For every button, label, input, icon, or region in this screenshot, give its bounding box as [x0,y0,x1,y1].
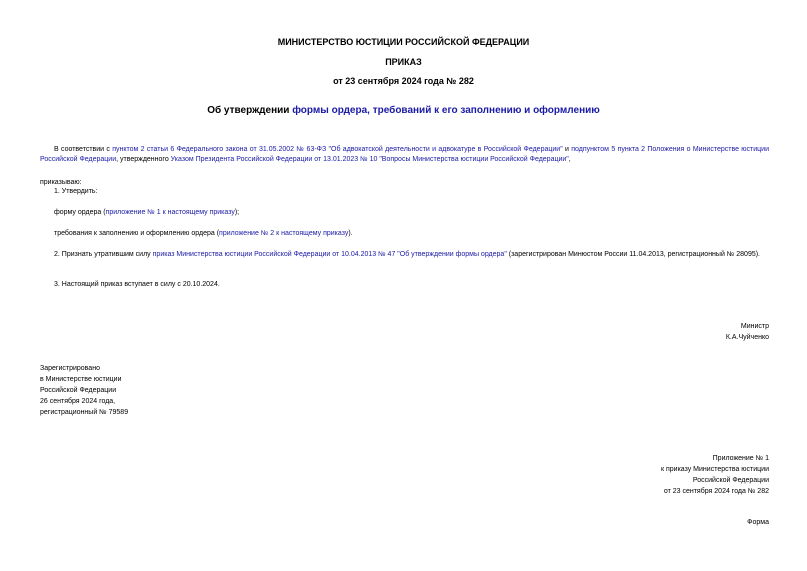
item-3: 3. Настоящий приказ вступает в силу с 20.10.2024. [54,281,220,288]
form-label: Форма [747,519,769,526]
preamble-text-3: , утвержденного [116,156,171,163]
preamble-text-4: , [568,156,571,163]
regulation-link[interactable]: подпунктом 5 пункта 2 Положения о Министерстве юстиции Российской Федерации [40,146,770,163]
title-prefix: Об утверждении [207,105,293,116]
item-1-b-text: требования к заполнению и оформлению ордера ( [54,230,220,237]
registration-line-2: в Министерстве юстиции [40,376,122,383]
appendix-line-1: Приложение № 1 [712,455,769,462]
item-1-b-end: ). [348,230,353,237]
appendix-line-3: Российской Федерации [692,477,769,484]
appendix-1-link[interactable]: приложение № 1 к настоящему приказу [105,209,235,216]
item-2-text-1: 2. Признать утратившим силу [54,251,153,258]
item-2-paragraph [40,250,769,260]
preamble-text-1: В соответствии с [54,146,113,153]
preamble-text-2: и [562,146,572,153]
orders-word: приказываю: [40,179,82,186]
registration-block [40,363,128,418]
title-link[interactable]: формы ордера, требований к его заполнению и оформлению [292,105,600,116]
doc-type-heading: ПРИКАЗ [385,57,422,67]
signature-block [726,321,769,343]
registration-line-1: Зарегистрировано [40,365,100,372]
appendix-2-link[interactable]: приложение № 2 к настоящему приказу [219,230,349,237]
appendix-line-2: к приказу Министерства юстиции [660,466,769,473]
decree-link[interactable]: Указом Президента Российской Федерации от 13.01.2023 № 10 "Вопросы Министерства юстиции Российской Федерации" [170,156,569,163]
law-link[interactable]: пунктом 2 статьи 6 Федерального закона от 31.05.2002 № 63-ФЗ "Об адвокатской деятельности и адвокатуре в Российской Федерации" [112,146,563,153]
appendix-line-4: от 23 сентября 2024 года № 282 [663,488,769,495]
registration-line-4: 26 сентября 2024 года, [40,398,116,405]
signature-position: Министр [740,323,769,330]
item-1-label: 1. Утвердить: [54,188,98,195]
registration-line-3: Российской Федерации [40,387,117,394]
item-1-b [54,229,353,239]
preamble-paragraph [40,145,769,165]
registration-line-5: регистрационный № 79589 [40,409,129,416]
item-2-text-2: (зарегистрирован Минюстом России 11.04.2013, регистрационный № 28095). [506,251,761,258]
signature-name: К.А.Чуйченко [725,334,769,341]
date-number-heading: от 23 сентября 2024 года № 282 [333,76,474,86]
repealed-order-link[interactable]: приказ Министерства юстиции Российской Федерации от 10.04.2013 № 47 "Об утверждении формы ордера" [152,251,507,258]
document-title [0,104,807,117]
ministry-heading: МИНИСТЕРСТВО ЮСТИЦИИ РОССИЙСКОЙ ФЕДЕРАЦИИ [277,37,530,47]
appendix-block [661,453,769,497]
item-1-a [54,208,239,218]
item-1-a-text: форму ордера ( [54,209,106,216]
item-1-a-end: ); [234,209,240,216]
